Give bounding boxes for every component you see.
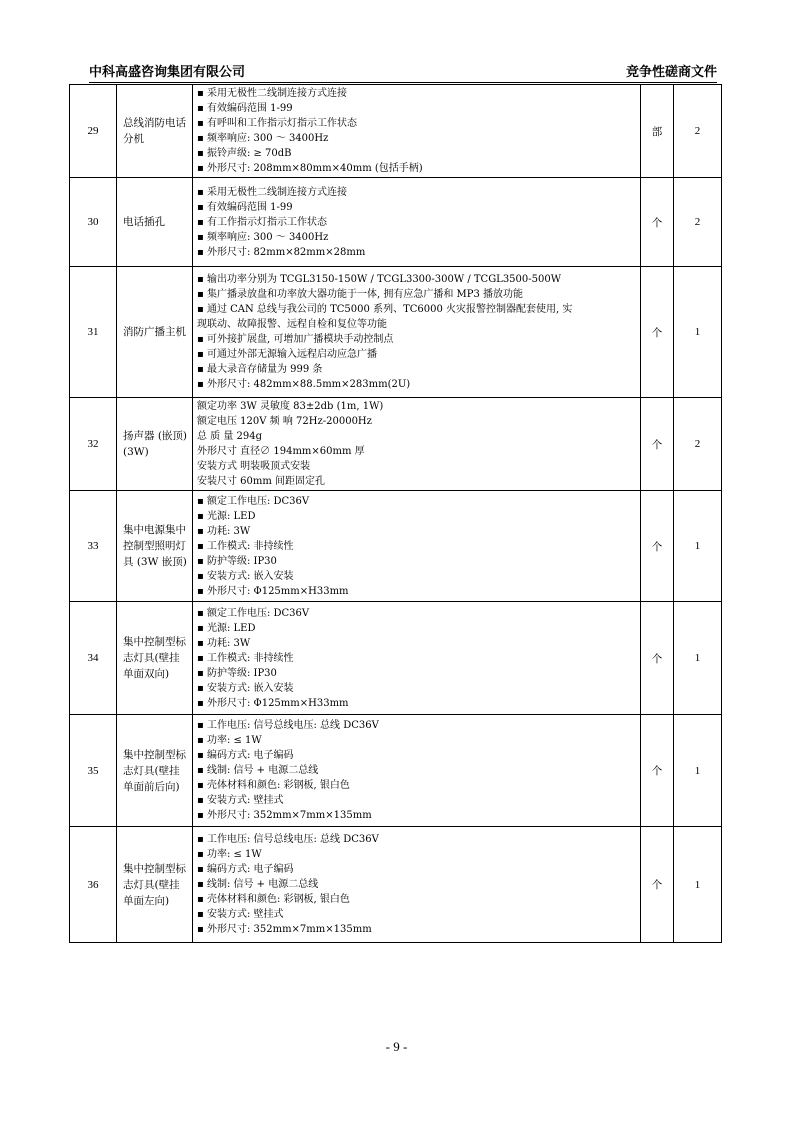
item-unit: 个 <box>641 267 674 398</box>
spec-line: ▪ 额定工作电压: DC36V <box>197 495 310 507</box>
spec-line: ▪ 可通过外部无源输入远程启动应急广播 <box>197 349 377 360</box>
spec-line: ▪ 额定工作电压: DC36V <box>197 607 310 619</box>
spec-line: ▪ 安装方式: 壁挂式 <box>197 795 284 806</box>
item-quantity: 2 <box>674 178 722 267</box>
item-quantity: 1 <box>674 715 722 827</box>
table-row <box>70 715 722 827</box>
spec-line: ▪ 外形尺寸: 208mm×80mm×40mm (包括手柄) <box>197 163 423 174</box>
item-unit: 个 <box>641 715 674 827</box>
item-specifications <box>193 267 641 398</box>
spec-line: ▪ 防护等级: IP30 <box>197 667 277 679</box>
spec-line: ▪ 安装方式: 壁挂式 <box>197 909 284 920</box>
spec-line: 安装尺寸 60mm 间距固定孔 <box>197 476 326 487</box>
spec-line: 总 质 量 294g <box>197 431 263 442</box>
item-quantity: 2 <box>674 85 722 178</box>
spec-line: ▪ 工作电压: 信号总线电压: 总线 DC36V <box>197 720 379 731</box>
spec-line: ▪ 光源: LED <box>197 622 256 634</box>
spec-line: 现联动、故障报警、远程自检和复位等功能 <box>197 319 387 330</box>
spec-line: ▪ 振铃声级: ≥ 70dB <box>197 148 292 159</box>
spec-line: ▪ 壳体材料和颜色: 彩钢板, 银白色 <box>197 894 350 905</box>
page-number: - 9 - <box>385 1039 408 1054</box>
table-row <box>70 827 722 943</box>
table-body <box>70 85 722 943</box>
spec-line: ▪ 线制: 信号 + 电源二总线 <box>197 879 319 890</box>
item-quantity: 1 <box>674 827 722 943</box>
item-quantity: 1 <box>674 491 722 602</box>
item-specifications <box>193 827 641 943</box>
table-row <box>70 602 722 715</box>
item-number: 33 <box>70 491 117 602</box>
item-number: 31 <box>70 267 117 398</box>
equipment-spec-table <box>69 84 722 943</box>
item-specifications <box>193 715 641 827</box>
document-type: 竞争性磋商文件 <box>625 65 717 80</box>
spec-line: ▪ 最大录音存储量为 999 条 <box>197 364 323 375</box>
item-specifications <box>193 398 641 491</box>
item-name: 消防广播主机 <box>117 267 193 398</box>
item-number: 30 <box>70 178 117 267</box>
item-specifications <box>193 85 641 178</box>
spec-line: ▪ 有效编码范围 1-99 <box>197 103 293 114</box>
item-unit: 个 <box>641 602 674 715</box>
page-header <box>89 64 717 83</box>
spec-line: ▪ 通过 CAN 总线与我公司的 TC5000 系列、TC6000 火灾报警控制器配套使用, 实 <box>197 304 573 315</box>
item-name: 扬声器 (嵌顶) (3W) <box>117 398 193 491</box>
item-specifications <box>193 178 641 267</box>
item-name: 集中电源集中控制型照明灯具 (3W 嵌顶) <box>117 491 193 602</box>
spec-line: ▪ 功率: ≤ 1W <box>197 849 262 860</box>
spec-line: ▪ 外形尺寸: Φ125mm×H33mm <box>197 697 349 709</box>
item-number: 29 <box>70 85 117 178</box>
item-unit: 个 <box>641 398 674 491</box>
table-row <box>70 398 722 491</box>
spec-line: ▪ 有工作指示灯指示工作状态 <box>197 216 327 228</box>
spec-line: ▪ 防护等级: IP30 <box>197 555 277 567</box>
item-number: 32 <box>70 398 117 491</box>
spec-line: ▪ 工作模式: 非持续性 <box>197 540 294 552</box>
spec-line: ▪ 功率: ≤ 1W <box>197 735 262 746</box>
item-specifications <box>193 491 641 602</box>
spec-line: ▪ 有呼叫和工作指示灯指示工作状态 <box>197 118 357 129</box>
spec-line: ▪ 外形尺寸: 352mm×7mm×135mm <box>197 810 372 821</box>
item-unit: 个 <box>641 827 674 943</box>
spec-line: ▪ 编码方式: 电子编码 <box>197 864 294 875</box>
spec-line: ▪ 工作电压: 信号总线电压: 总线 DC36V <box>197 834 379 845</box>
spec-line: ▪ 功耗: 3W <box>197 637 251 649</box>
spec-line: ▪ 采用无极性二线制连接方式连接 <box>197 186 347 198</box>
item-unit: 个 <box>641 178 674 267</box>
spec-line: ▪ 输出功率分别为 TCGL3150-150W / TCGL3300-300W / TCGL3500-500W <box>197 274 562 285</box>
spec-line: ▪ 外形尺寸: Φ125mm×H33mm <box>197 585 349 597</box>
item-specifications <box>193 602 641 715</box>
item-name: 电话插孔 <box>117 178 193 267</box>
item-number: 36 <box>70 827 117 943</box>
item-quantity: 1 <box>674 602 722 715</box>
spec-line: ▪ 外形尺寸: 482mm×88.5mm×283mm(2U) <box>197 379 411 390</box>
table-row <box>70 85 722 178</box>
spec-line: ▪ 采用无极性二线制连接方式连接 <box>197 88 347 99</box>
spec-line: ▪ 集广播录放盘和功率放大器功能于一体, 拥有应急广播和 MP3 播放功能 <box>197 289 524 300</box>
spec-line: ▪ 功耗: 3W <box>197 525 251 537</box>
spec-line: ▪ 线制: 信号 + 电源二总线 <box>197 765 319 776</box>
table-row <box>70 491 722 602</box>
spec-line: 额定电压 120V 频 响 72Hz-20000Hz <box>197 416 372 427</box>
item-quantity: 2 <box>674 398 722 491</box>
spec-line: ▪ 频率响应: 300 ～ 3400Hz <box>197 231 329 243</box>
spec-line: 安装方式 明装吸顶式安装 <box>197 461 311 472</box>
company-name: 中科高盛咨询集团有限公司 <box>89 65 246 80</box>
spec-line: ▪ 光源: LED <box>197 510 256 522</box>
item-name: 总线消防电话分机 <box>117 85 193 178</box>
table-row <box>70 178 722 267</box>
item-name: 集中控制型标志灯具(壁挂单面双向) <box>117 602 193 715</box>
spec-line: ▪ 安装方式: 嵌入安装 <box>197 570 294 582</box>
item-name: 集中控制型标志灯具(壁挂单面前后向) <box>117 715 193 827</box>
table-row <box>70 267 722 398</box>
spec-line: ▪ 外形尺寸: 352mm×7mm×135mm <box>197 924 372 935</box>
spec-line: ▪ 可外接扩展盘, 可增加广播模块手动控制点 <box>197 334 394 345</box>
spec-line: ▪ 安装方式: 嵌入安装 <box>197 682 294 694</box>
item-name: 集中控制型标志灯具(壁挂单面左向) <box>117 827 193 943</box>
spec-line: ▪ 工作模式: 非持续性 <box>197 652 294 664</box>
spec-line: ▪ 壳体材料和颜色: 彩钢板, 银白色 <box>197 780 350 791</box>
spec-line: ▪ 有效编码范围 1-99 <box>197 201 293 213</box>
item-number: 34 <box>70 602 117 715</box>
item-unit: 个 <box>641 491 674 602</box>
spec-line: ▪ 频率响应: 300 ～ 3400Hz <box>197 133 329 144</box>
spec-line: ▪ 外形尺寸: 82mm×82mm×28mm <box>197 246 366 258</box>
spec-line: ▪ 编码方式: 电子编码 <box>197 750 294 761</box>
spec-line: 外形尺寸 直径∅ 194mm×60mm 厚 <box>197 446 365 457</box>
item-number: 35 <box>70 715 117 827</box>
spec-line: 额定功率 3W 灵敏度 83±2db (1m, 1W) <box>197 401 384 412</box>
item-unit: 部 <box>641 85 674 178</box>
item-quantity: 1 <box>674 267 722 398</box>
